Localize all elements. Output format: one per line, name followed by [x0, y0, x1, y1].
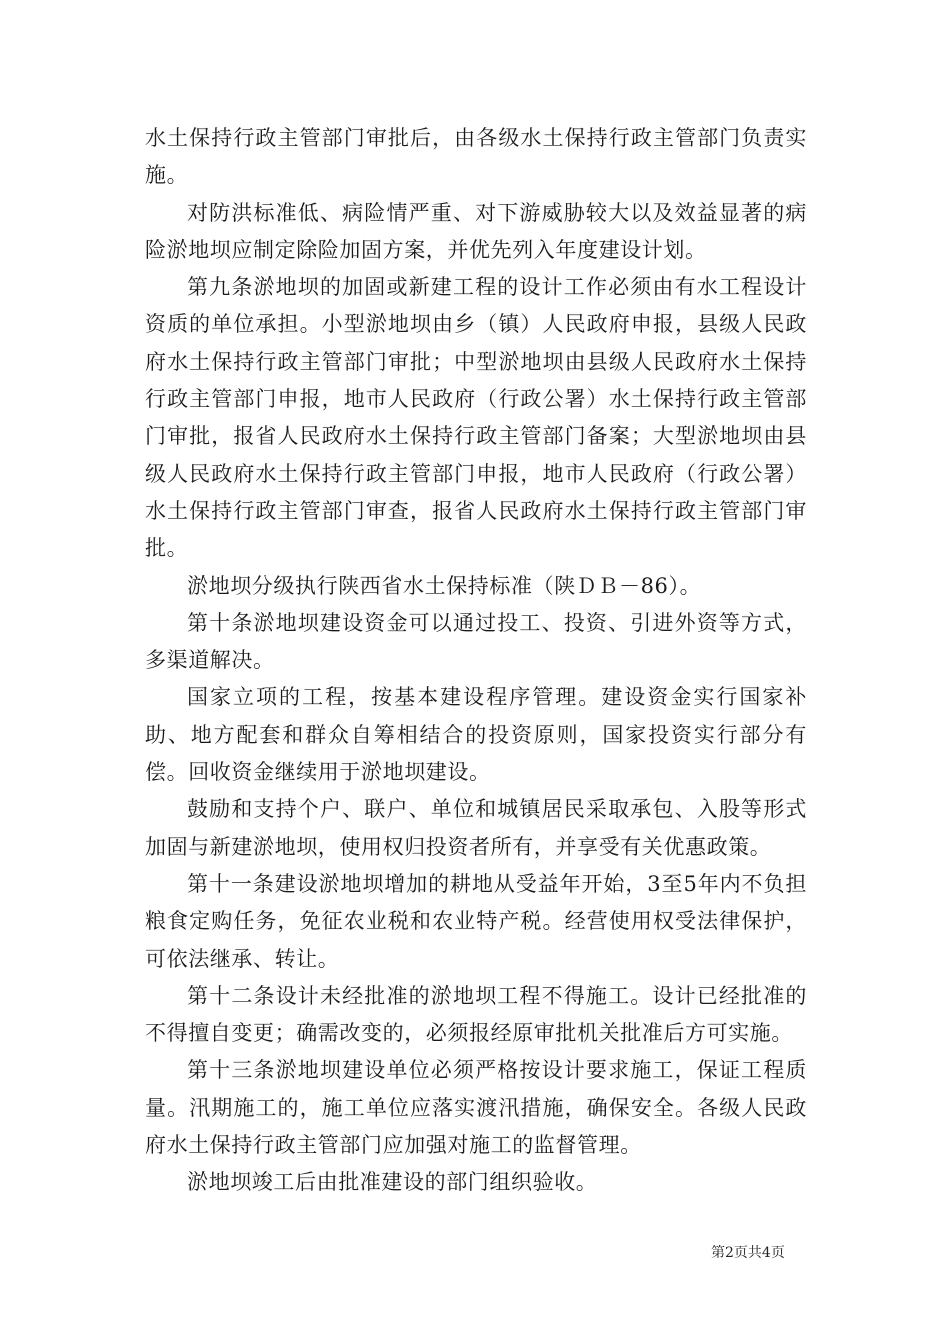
paragraph: 水土保持行政主管部门审批后，由各级水土保持行政主管部门负责实施。 [145, 126, 807, 188]
paragraph: 第十二条设计未经批准的淤地坝工程不得施工。设计已经批准的不得擅自变更；确需改变的，必须报经原审批机关批准后方可实施。 [145, 983, 807, 1046]
paragraph: 鼓励和支持个户、联户、单位和城镇居民采取承包、入股等形式加固与新建淤地坝，使用权归投资者所有，并享受有关优惠政策。 [145, 797, 807, 859]
paragraph: 淤地坝分级执行陕西省水土保持标准（陕ＤＢ－86）。 [187, 573, 702, 598]
paragraph: 对防洪标准低、病险情严重、对下游威胁较大以及效益显著的病险淤地坝应制定除险加固方案，并优先列入年度建设计划。 [145, 200, 807, 262]
paragraph: 第九条淤地坝的加固或新建工程的设计工作必须由有水工程设计资质的单位承担。小型淤地坝由乡（镇）人民政府申报，县级人民政府水土保持行政主管部门审批；中型淤地坝由县级人民政府水土保持行政主管部门申报，地市人民政府（行政公署）水土保持行政主管部门审批，报省人民政府水土保持行政主管部门备案；大型淤地坝由县级人民政府水土保持行政主管部门申报，地市人民政府（行政公署）水土保持行政主管部门审查，报省人民政府水土保持行政主管部门审批。 [145, 275, 807, 561]
paragraph: 第十一条建设淤地坝增加的耕地从受益年开始，3至5年内不负担粮食定购任务，免征农业税和农业特产税。经营使用权受法律保护，可依法继承、转让。 [145, 871, 807, 971]
paragraph: 淤地坝竣工后由批准建设的部门组织验收。 [187, 1170, 598, 1195]
paragraph: 第十三条淤地坝建设单位必须严格按设计要求施工，保证工程质量。汛期施工的，施工单位应落实渡汛措施，确保安全。各级人民政府水土保持行政主管部门应加强对施工的监督管理。 [145, 1058, 807, 1158]
document-body [145, 120, 807, 1202]
page-number-footer: 第2页共4页 [711, 1245, 785, 1261]
paragraph: 第十条淤地坝建设资金可以通过投工、投资、引进外资等方式，多渠道解决。 [145, 610, 807, 673]
paragraph: 国家立项的工程，按基本建设程序管理。建设资金实行国家补助、地方配套和群众自筹相结合的投资原则，国家投资实行部分有偿。回收资金继续用于淤地坝建设。 [145, 685, 807, 785]
